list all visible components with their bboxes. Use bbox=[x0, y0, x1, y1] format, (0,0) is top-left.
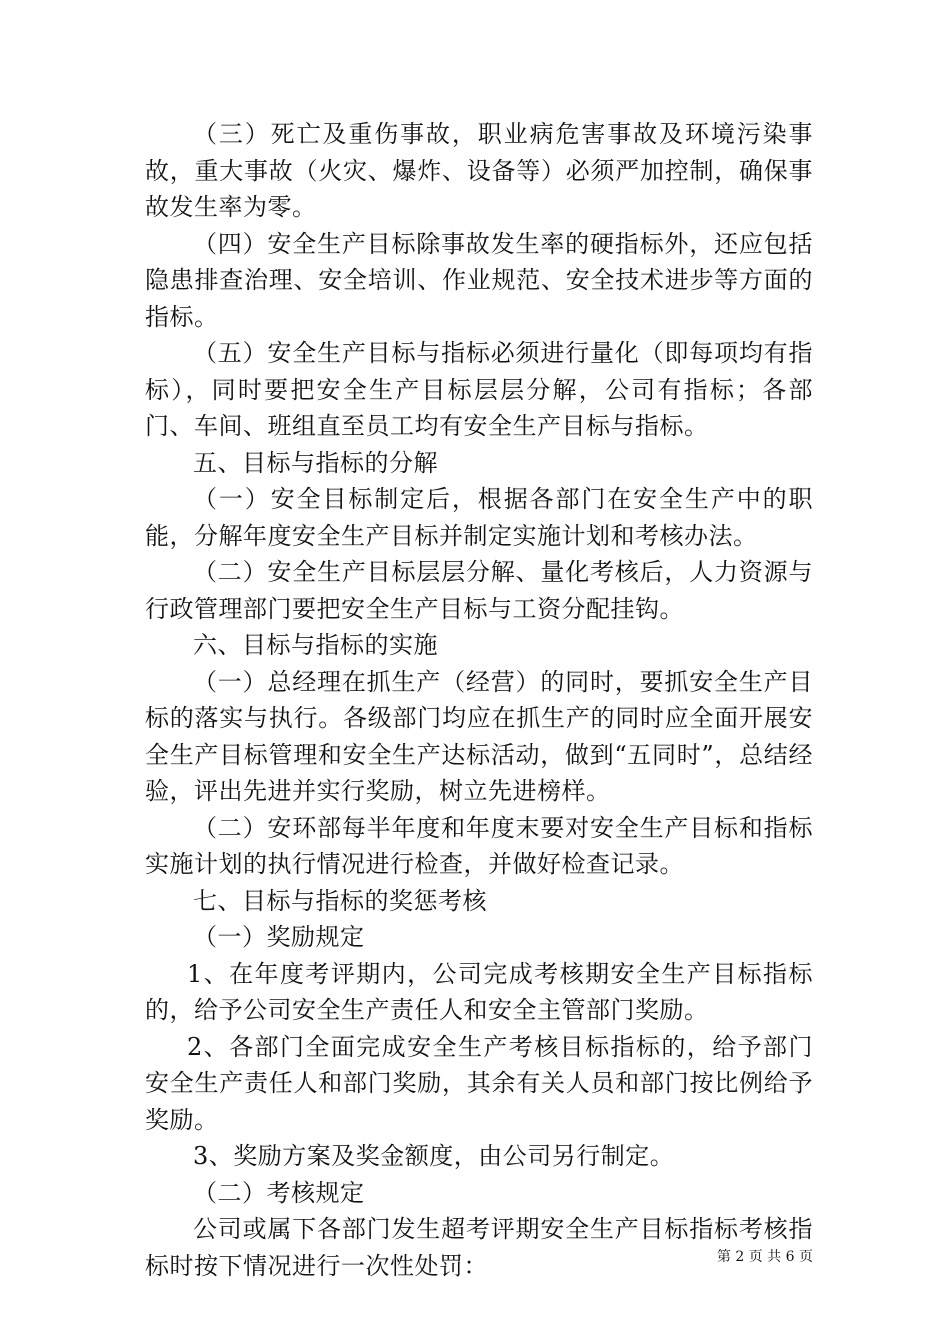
paragraph: （一）安全目标制定后，根据各部门在安全生产中的职能，分解年度安全生产目标并制定实施计划和考核办法。 bbox=[145, 485, 813, 550]
paragraph: （四）安全生产目标除事故发生率的硬指标外，还应包括隐患排查治理、安全培训、作业规范、安全技术进步等方面的指标。 bbox=[145, 229, 813, 331]
paragraph: （一）总经理在抓生产（经营）的同时，要抓安全生产目标的落实与执行。各级部门均应在抓生产的同时应全面开展安全生产目标管理和安全生产达标活动，做到“五同时”，总结经验，评出先进并实行奖励，树立先进榜样。 bbox=[145, 667, 813, 805]
paragraph: 2、各部门全面完成安全生产考核目标指标的，给予部门安全生产责任人和部门奖励，其余有关人员和部门按比例给予奖励。 bbox=[145, 1032, 813, 1134]
section-heading: 五、目标与指标的分解 bbox=[193, 448, 438, 477]
paragraph: 1、在年度考评期内，公司完成考核期安全生产目标指标的，给予公司安全生产责任人和安全主管部门奖励。 bbox=[145, 959, 813, 1024]
section-heading: 七、目标与指标的奖惩考核 bbox=[193, 886, 487, 915]
paragraph: 公司或属下各部门发生超考评期安全生产目标指标考核指标时按下情况进行一次性处罚： bbox=[145, 1215, 813, 1280]
paragraph: （五）安全生产目标与指标必须进行量化（即每项均有指标），同时要把安全生产目标层层分解，公司有指标；各部门、车间、班组直至员工均有安全生产目标与指标。 bbox=[145, 339, 813, 440]
page-number: 第 2 页 共 6 页 bbox=[716, 1249, 813, 1265]
paragraph: （三）死亡及重伤事故，职业病危害事故及环境污染事故，重大事故（火灾、爆炸、设备等）必须严加控制，确保事故发生率为零。 bbox=[145, 120, 813, 221]
paragraph: 3、奖励方案及奖金额度，由公司另行制定。 bbox=[193, 1142, 675, 1170]
paragraph: （二）安环部每半年度和年度末要对安全生产目标和指标实施计划的执行情况进行检查，并做好检查记录。 bbox=[145, 813, 813, 878]
subsection-heading: （一）奖励规定 bbox=[193, 923, 365, 951]
subsection-heading: （二）考核规定 bbox=[193, 1178, 365, 1207]
document-body bbox=[145, 116, 813, 1284]
section-heading: 六、目标与指标的实施 bbox=[193, 631, 438, 659]
paragraph: （二）安全生产目标层层分解、量化考核后，人力资源与行政管理部门要把安全生产目标与工资分配挂钩。 bbox=[145, 558, 813, 623]
